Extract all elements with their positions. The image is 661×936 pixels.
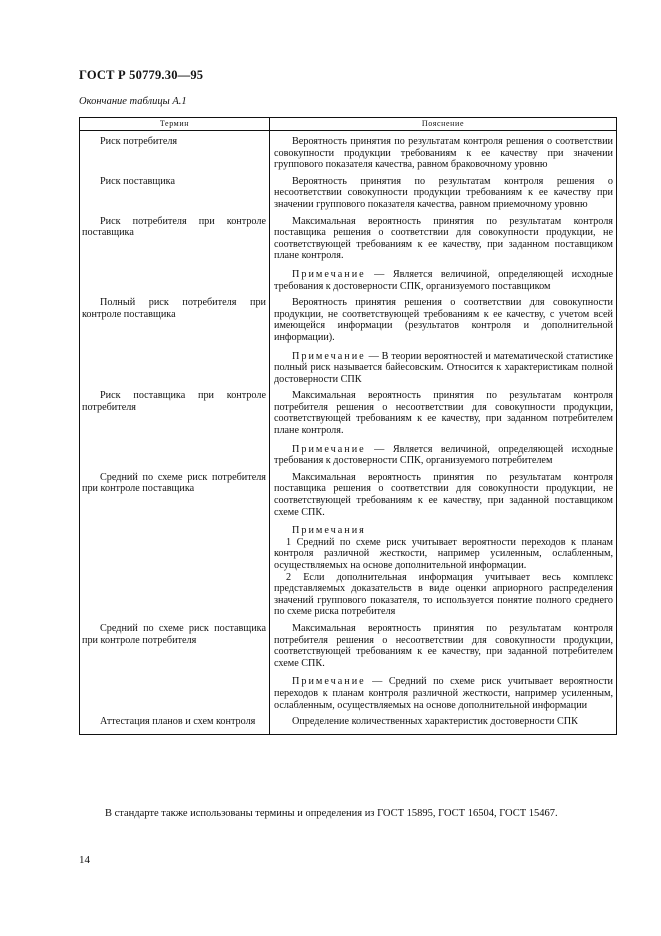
term-text: Полный риск потребителя при контроле поставщика (82, 297, 266, 320)
definition-text: Вероятность принятия по результатам контроля решения о соответствии совокупности продукции требованиям к ее качеству при значении группового показателя качества, равном браковочному уровню (274, 136, 613, 171)
term-text: Средний по схеме риск поставщика при контроле потребителя (82, 622, 266, 646)
definition-cell (270, 385, 617, 467)
term-text: Средний по схеме риск потребителя при контроле поставщика (82, 471, 266, 495)
note (274, 444, 613, 467)
definition-cell (270, 618, 617, 711)
table-row (80, 385, 617, 467)
definition-cell (270, 467, 617, 618)
note-text: — В теории вероятностей и математической статистике полный риск называется байесовским. Относится к характеристикам полной достоверности СПК (274, 350, 613, 385)
term-cell (80, 171, 270, 211)
term-cell (80, 385, 270, 467)
table-caption: Окончание таблицы А.1 (79, 96, 187, 107)
column-header-definition: Пояснение (270, 118, 617, 131)
note-text: — Средний по схеме риск учитывает вероятности переходов к планам контроля различной жесткости, например усиленным, ослабленным, осуществляемых на основе дополнительной информации (274, 676, 613, 711)
term-text: Риск поставщика при контроле потребителя (82, 390, 266, 413)
note (274, 351, 613, 386)
notes-title: Примечания (292, 525, 366, 537)
table-row (80, 171, 617, 211)
note-text: — Является величиной, определяющей исходные требования к достоверности СПК, организуемого потребителем (274, 443, 613, 467)
note (274, 676, 613, 711)
table-row (80, 618, 617, 711)
note-item: 1 Средний по схеме риск учитывает вероятности переходов к планам контроля различной жесткости, например усиленным, ослабленным, осуществляемых на основе дополнительной информации. (274, 536, 613, 571)
table-row (80, 292, 617, 385)
definition-cell (270, 131, 617, 171)
table-row (80, 211, 617, 293)
note-text: — Является величиной, определяющей исходные требования к достоверности СПК, организуемого поставщиком (274, 268, 613, 292)
footer-note: В стандарте также использованы термины и определения из ГОСТ 15895, ГОСТ 16504, ГОСТ 15467. (105, 808, 558, 819)
definition-text: Максимальная вероятность принятия по результатам контроля поставщика решения о соответствии для совокупности продукции, не соответствующей требованиям к ее качеству, при заданном поставщиком плане контроля. (274, 215, 613, 262)
term-cell (80, 711, 270, 734)
definition-text: Максимальная вероятность принятия по результатам контроля потребителя решения о несоответствии для совокупности продукции, соответствующей требованиям к ее качеству, при заданном потребителем плане контроля. (274, 390, 613, 437)
note-label: Примечание (292, 676, 366, 688)
note-item: 2 Если дополнительная информация учитывает весь комплекс представляемых доказательств в виде оценки априорного распределения значений группового показателя, то используется понятие полного среднего по схеме риска потребителя (274, 571, 613, 618)
definition-text: Максимальная вероятность принятия по результатам контроля поставщика решения о соответствии для совокупности продукции, не соответствующей требованиям к ее качеству, при заданной поставщиком схеме СПК. (274, 471, 613, 518)
table-row (80, 467, 617, 618)
terms-table (79, 117, 617, 735)
definition-text: Максимальная вероятность принятия по результатам контроля потребителя решения о несоответствии для совокупности продукции, соответствующей требованиям к ее качеству, при заданной потребителем схеме СПК. (274, 622, 613, 669)
definition-cell (270, 211, 617, 293)
definition-cell (270, 171, 617, 211)
term-cell (80, 467, 270, 618)
note-label: Примечание (292, 350, 366, 362)
definition-text: Вероятность принятия по результатам контроля решения о несоответствии совокупности продукции требованиям к ее качеству при значении группового показателя качества, равном приемочному уровню (274, 175, 613, 210)
term-cell (80, 618, 270, 711)
term-cell (80, 211, 270, 293)
note-label: Примечание (292, 443, 366, 455)
definition-cell (270, 292, 617, 385)
note (274, 269, 613, 292)
term-cell (80, 292, 270, 385)
term-text: Риск поставщика (100, 175, 175, 187)
definition-text: Вероятность принятия решения о соответствии для совокупности продукции, не соответствующей требованиям к ее качеству, с учетом всей имеющейся информации (результатов контроля и дополнительной информации). (274, 297, 613, 343)
table-row (80, 711, 617, 734)
term-text: Риск потребителя (100, 136, 178, 147)
document-header: ГОСТ Р 50779.30—95 (79, 68, 204, 82)
page-number: 14 (79, 854, 90, 866)
column-header-term: Термин (80, 118, 270, 131)
table-row (80, 131, 617, 171)
term-text: Аттестация планов и схем контроля (100, 716, 256, 728)
definition-cell (270, 711, 617, 734)
note-label: Примечание (292, 268, 366, 280)
table-header-row (80, 118, 617, 131)
term-text: Риск потребителя при контроле поставщика (82, 215, 266, 239)
term-cell (80, 131, 270, 171)
definition-text: Определение количественных характеристик достоверности СПК (292, 716, 578, 728)
